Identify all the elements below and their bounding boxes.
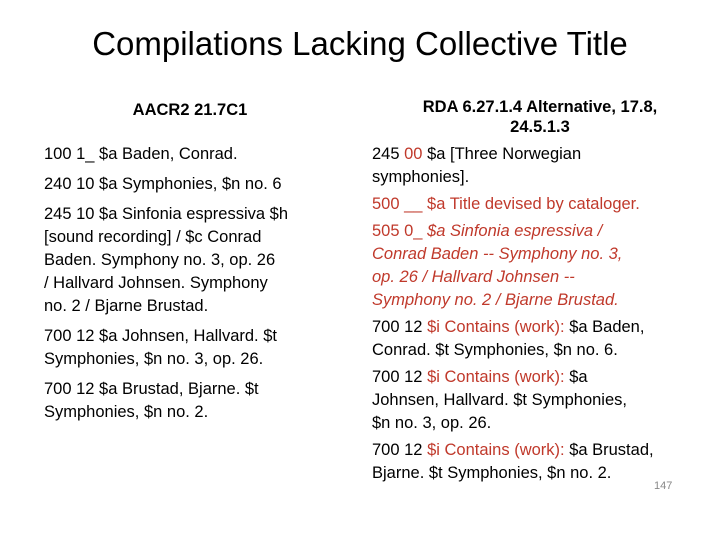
aacr2-field-line: 700 12 $a Johnsen, Hallvard. $t [44, 327, 277, 345]
aacr2-field-line: 100 1_ $a Baden, Conrad. [44, 145, 238, 163]
rda-field-line [372, 339, 717, 362]
rda-field-text: symphonies]. [372, 168, 470, 186]
rda-field-line [372, 166, 717, 189]
rda-field-text: $i Contains (work): [427, 441, 565, 459]
rda-field-line [372, 439, 717, 462]
slide-title: Compilations Lacking Collective Title [92, 25, 628, 62]
aacr2-field-line: Symphonies, $n no. 2. [44, 403, 209, 421]
rda-field-text: $a Baden, [564, 318, 645, 336]
rda-field [372, 439, 717, 485]
rda-field-text: Bjarne. $t Symphonies, $n no. 2. [372, 464, 612, 482]
rda-field [372, 193, 717, 216]
aacr2-heading: AACR2 21.7C1 [132, 101, 248, 119]
rda-field [372, 143, 717, 189]
rda-field-text: 505 0_ [372, 222, 428, 240]
aacr2-field-line: Baden. Symphony no. 3, op. 26 [44, 251, 276, 269]
rda-field-line [372, 266, 717, 289]
rda-field-line [372, 289, 717, 312]
rda-field-line [372, 243, 717, 266]
rda-field-line [372, 366, 717, 389]
aacr2-field-line: 240 10 $a Symphonies, $n no. 6 [44, 175, 282, 193]
aacr2-record [44, 143, 362, 431]
rda-field-text: $a Sinfonia espressiva / [427, 222, 603, 240]
aacr2-field-line: [sound recording] / $c Conrad [44, 228, 262, 246]
aacr2-field-line: 700 12 $a Brustad, Bjarne. $t [44, 380, 259, 398]
rda-field-text: 700 12 [372, 368, 428, 386]
rda-record [372, 143, 717, 489]
rda-field-text: Conrad Baden -- Symphony no. 3, [372, 245, 623, 263]
rda-heading-line: RDA 6.27.1.4 Alternative, 17.8, [422, 98, 658, 116]
rda-field-text: 700 12 [372, 441, 428, 459]
aacr2-field [44, 173, 362, 196]
aacr2-field [44, 203, 362, 318]
rda-field [372, 316, 717, 362]
rda-field-text: $i Contains (work): [427, 368, 565, 386]
rda-field [372, 366, 717, 435]
rda-heading-line: 24.5.1.3 [510, 118, 570, 136]
rda-field-line [372, 193, 717, 216]
rda-field-text: Symphony no. 2 / Bjarne Brustad. [372, 291, 619, 309]
aacr2-field-line: Symphonies, $n no. 3, op. 26. [44, 350, 264, 368]
rda-field-text: $a [Three Norwegian [422, 145, 582, 163]
aacr2-field-line: / Hallvard Johnsen. Symphony [44, 274, 268, 292]
rda-field-text: $a [564, 368, 588, 386]
rda-field-text: 700 12 [372, 318, 428, 336]
rda-field-text: $a Brustad, [564, 441, 654, 459]
rda-heading [370, 97, 710, 137]
rda-field-text: op. 26 / Hallvard Johnsen -- [372, 268, 575, 286]
rda-field-line [372, 316, 717, 339]
rda-field-text: 500 __ $a Title devised by cataloger. [372, 195, 640, 213]
rda-field-line [372, 389, 717, 412]
rda-field-text: $n no. 3, op. 26. [372, 414, 492, 432]
page-number: 147 [654, 480, 673, 492]
rda-field-line [372, 143, 717, 166]
rda-field-text: Conrad. $t Symphonies, $n no. 6. [372, 341, 618, 359]
aacr2-field-line: 245 10 $a Sinfonia espressiva $h [44, 205, 289, 223]
rda-field-text: 245 [372, 145, 405, 163]
aacr2-field [44, 143, 362, 166]
rda-field-line [372, 412, 717, 435]
aacr2-field [44, 378, 362, 424]
rda-field [372, 220, 717, 312]
aacr2-field-line: no. 2 / Bjarne Brustad. [44, 297, 209, 315]
rda-field-line [372, 220, 717, 243]
rda-field-text: 00 [404, 145, 423, 163]
aacr2-field [44, 325, 362, 371]
rda-field-text: $i Contains (work): [427, 318, 565, 336]
rda-field-text: Johnsen, Hallvard. $t Symphonies, [372, 391, 627, 409]
